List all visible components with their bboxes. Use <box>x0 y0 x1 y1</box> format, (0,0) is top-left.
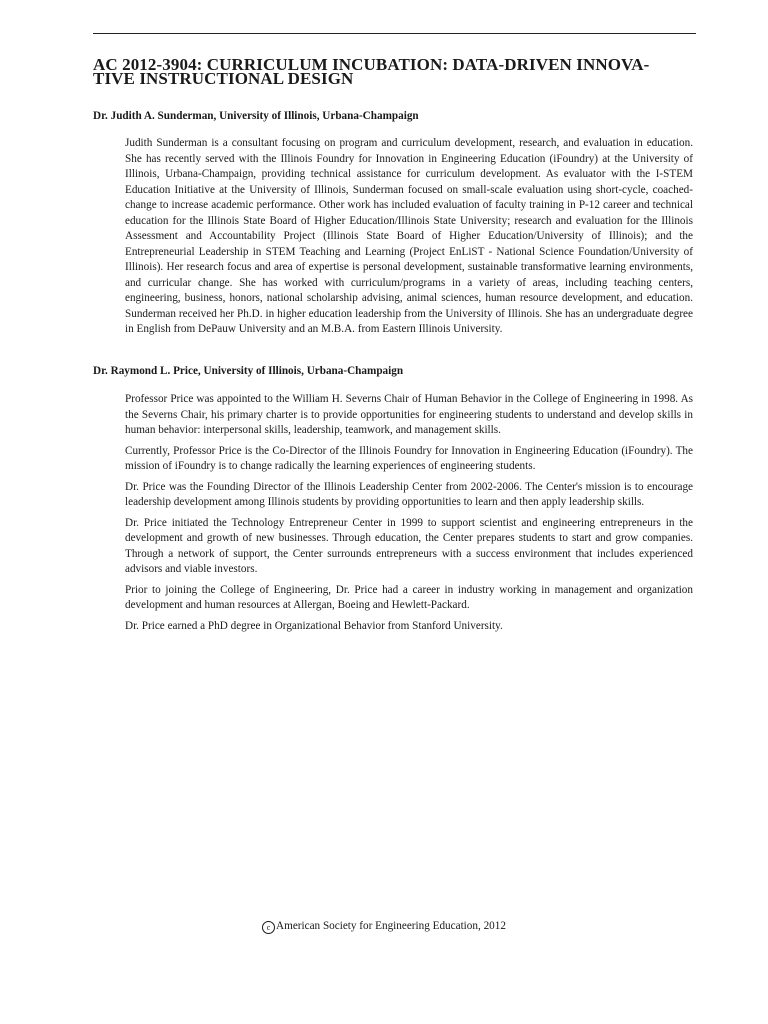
bio-paragraph: Currently, Professor Price is the Co-Director of the Illinois Foundry for Innovation in Engineering Education (iFoundry). The mission of iFoundry is to change radically the learning experiences of engineering students. <box>125 444 693 472</box>
bio-paragraph: Dr. Price was the Founding Director of the Illinois Leadership Center from 2002-2006. The Center's mission is to encourage leadership development among Illinois students by providing opportunities to learn and then apply leadership skills. <box>125 480 693 508</box>
paper-title <box>93 55 698 88</box>
title-line-1: AC 2012-3904: CURRICULUM INCUBATION: DATA-DRIVEN INNOVA- <box>93 55 650 74</box>
author-bio-sunderman <box>125 136 693 343</box>
bio-paragraph: Dr. Price earned a PhD degree in Organizational Behavior from Stanford University. <box>125 619 503 632</box>
bio-paragraph: Dr. Price initiated the Technology Entrepreneur Center in 1999 to support scientist and engineering entrepreneurs in the development and growth of new businesses. Through education, the Center prepares students to start and grow companies. Through a network of support, the Center surrounds entrepreneurs with a success environment that includes experienced advisors and viable investors. <box>125 516 693 575</box>
author-heading-price: Dr. Raymond L. Price, University of Illinois, Urbana-Champaign <box>93 365 404 377</box>
header-rule <box>93 33 696 34</box>
footer-text: American Society for Engineering Education, 2012 <box>276 920 506 932</box>
page-footer <box>0 919 768 934</box>
bio-paragraph: Professor Price was appointed to the William H. Severns Chair of Human Behavior in the College of Engineering in 1998. As the Severns Chair, his primary charter is to provide opportunities for engineering students to understand and develop skills in human behavior: interpersonal skills, leadership, teamwork, and management skills. <box>125 393 693 436</box>
title-line-2: TIVE INSTRUCTIONAL DESIGN <box>93 69 354 88</box>
copyright-icon: c <box>262 921 275 934</box>
bio-paragraph: Prior to joining the College of Engineering, Dr. Price had a career in industry working in management and organization development and human resources at Allergan, Boeing and Hewlett-Packard. <box>125 583 693 611</box>
author-bio-price <box>125 392 693 639</box>
bio-paragraph: Judith Sunderman is a consultant focusing on program and curriculum development, research, and evaluation in education. She has recently served with the Illinois Foundry for Innovation in Engineering Education (iFoundry) at the University of Illinois, Urbana-Champaign, providing technical assistance for curriculum development. As evaluator with the I-STEM Education Initiative at the University of Illinois, Sunderman focused on small-scale evaluation using short-cycle, coached-change to increase academic performance. Other work has included evaluation of faculty training in P-12 career and technical education for the Illinois State Board of Higher Education/Illinois State University; research and evaluation for the Illinois Assessment and Accountability Project (Illinois State Board of Higher Education/University of Illinois); and the Entrepreneurial Leadership in STEM Teaching and Learning (Project EnLiST - National Science Foundation/University of Illinois). Her research focus and area of expertise is personal development, sustainable transformative learning environments, and curricular change. She has worked with curriculum/programs in a variety of areas, including teaching centers, engineering, business, honors, national scholarship advising, animal sciences, human resource development, and education. Sunderman received her Ph.D. in higher education leadership from the University of Illinois. She has an undergraduate degree in English from DePauw University and an M.B.A. from Eastern Illinois University. <box>125 137 693 335</box>
author-heading-sunderman: Dr. Judith A. Sunderman, University of Illinois, Urbana-Champaign <box>93 110 419 122</box>
